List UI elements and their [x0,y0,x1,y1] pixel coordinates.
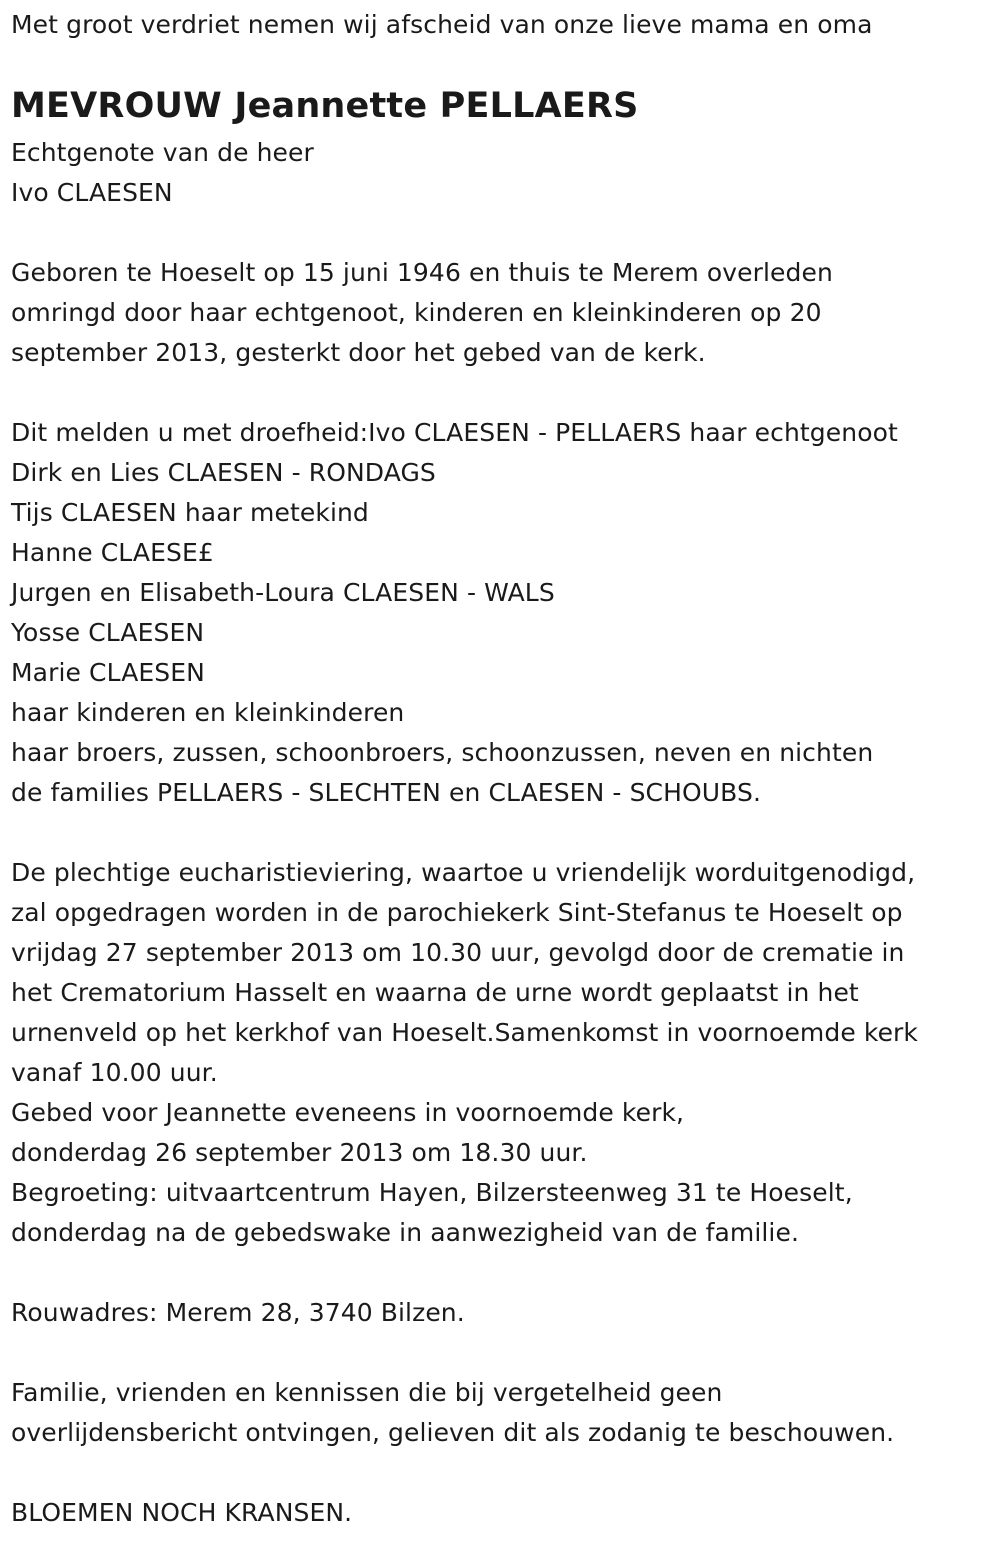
service-line: Gebed voor Jeannette eveneens in voornoemde kerk, [11,1098,685,1127]
notice-line: overlijdensbericht ontvingen, gelieven dit als zodanig te beschouwen. [11,1418,895,1447]
service-line: donderdag 26 september 2013 om 18.30 uur. [11,1138,588,1167]
family-line: de families PELLAERS - SLECHTEN en CLAESEN - SCHOUBS. [11,778,762,807]
service-line: donderdag na de gebedswake in aanwezigheid van de familie. [11,1218,800,1247]
family-announcement [11,413,898,813]
family-line: Marie CLAESEN [11,658,205,687]
family-line: Dit melden u met droefheid:Ivo CLAESEN - PELLAERS haar echtgenoot [11,418,898,447]
family-line: Hanne CLAESE£ [11,538,214,567]
birth-line: omringd door haar echtgenoot, kinderen en kleinkinderen op 20 [11,298,822,327]
service-line: vrijdag 27 september 2013 om 10.30 uur, gevolgd door de crematie in [11,938,905,967]
flowers-line: BLOEMEN NOCH KRANSEN. [11,1498,353,1527]
birth-line: Geboren te Hoeselt op 15 juni 1946 en thuis te Merem overleden [11,258,833,287]
deceased-name: MEVROUW Jeannette PELLAERS [11,86,639,126]
notice-paragraph [11,1373,894,1453]
address-line: Rouwadres: Merem 28, 3740 Bilzen. [11,1298,465,1327]
service-line: De plechtige eucharistieviering, waartoe u vriendelijk worduitgenodigd, [11,858,916,887]
service-line: vanaf 10.00 uur. [11,1058,218,1087]
service-line: het Crematorium Hasselt en waarna de urne wordt geplaatst in het [11,978,859,1007]
mourning-address [11,1293,465,1333]
family-line: Dirk en Lies CLAESEN - RONDAGS [11,458,436,487]
service-line: urnenveld op het kerkhof van Hoeselt.Samenkomst in voornoemde kerk [11,1018,919,1047]
family-line: Tijs CLAESEN haar metekind [11,498,369,527]
birth-death-paragraph [11,253,833,373]
intro-text: Met groot verdriet nemen wij afscheid van onze lieve mama en oma [11,10,873,39]
family-line: haar broers, zussen, schoonbroers, schoonzussen, neven en nichten [11,738,874,767]
spouse-line: Ivo CLAESEN [11,178,173,207]
funeral-service-paragraph [11,853,918,1253]
family-line: Jurgen en Elisabeth-Loura CLAESEN - WALS [11,578,555,607]
notice-line: Familie, vrienden en kennissen die bij vergetelheid geen [11,1378,723,1407]
family-line: haar kinderen en kleinkinderen [11,698,405,727]
spouse-block [11,133,314,213]
spouse-line: Echtgenote van de heer [11,138,314,167]
birth-line: september 2013, gesterkt door het gebed van de kerk. [11,338,706,367]
service-line: zal opgedragen worden in de parochiekerk Sint-Stefanus te Hoeselt op [11,898,903,927]
service-line: Begroeting: uitvaartcentrum Hayen, Bilzersteenweg 31 te Hoeselt, [11,1178,853,1207]
flowers-note [11,1493,352,1533]
family-line: Yosse CLAESEN [11,618,205,647]
